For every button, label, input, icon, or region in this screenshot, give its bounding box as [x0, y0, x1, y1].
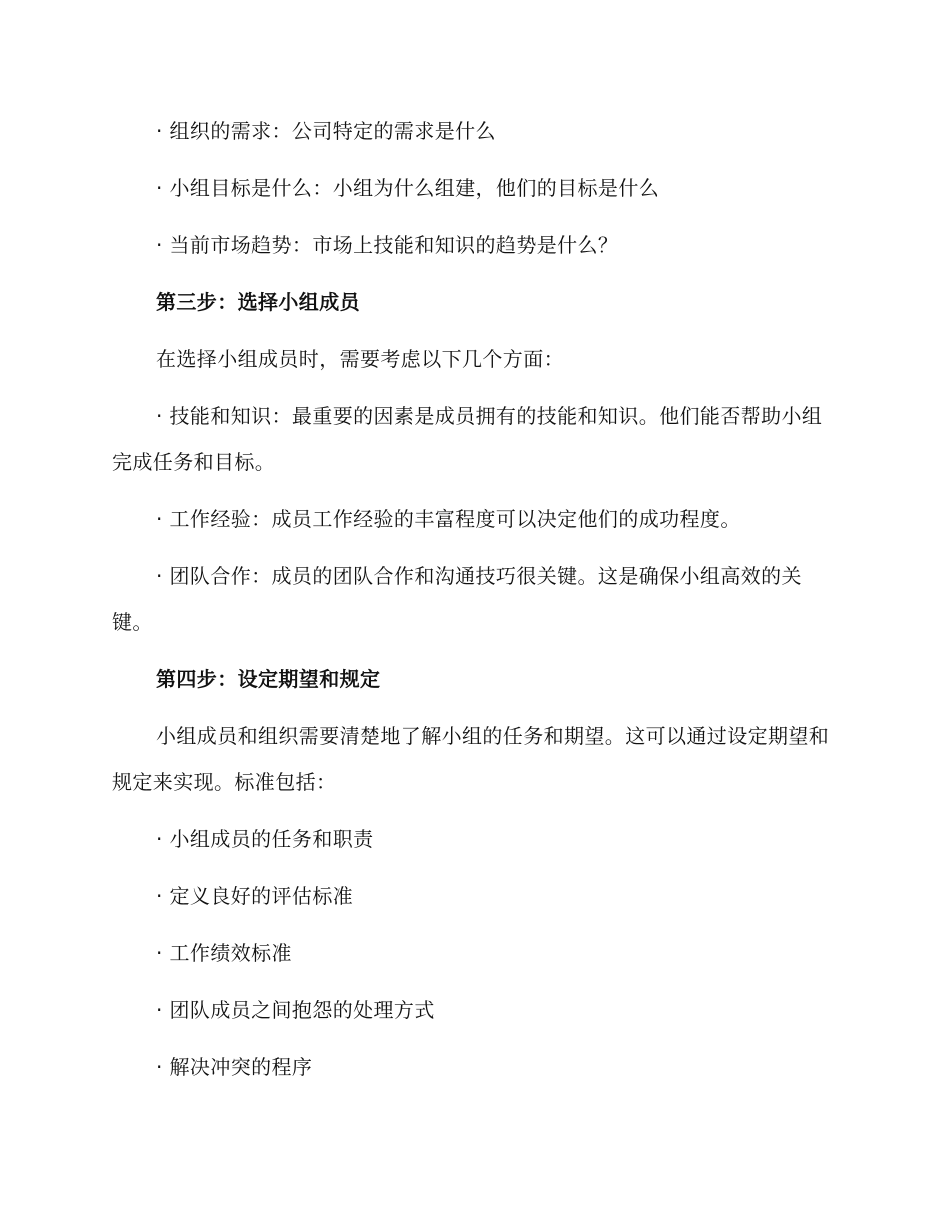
document-body: [112, 108, 832, 1101]
section-heading: 第四步：设定期望和规定: [156, 667, 381, 691]
bullet-item: · 小组目标是什么：小组为什么组建，他们的目标是什么: [156, 176, 660, 200]
paragraph: 小组成员和组织需要清楚地了解小组的任务和期望。这可以通过设定期望和规定来实现。标准包括：: [112, 724, 830, 794]
bullet-item: · 定义良好的评估标准: [156, 884, 354, 908]
bullet-item: · 当前市场趋势：市场上技能和知识的趋势是什么？: [156, 233, 619, 257]
bullet-item: · 组织的需求：公司特定的需求是什么: [156, 119, 496, 143]
section-heading: 第三步：选择小组成员: [156, 290, 360, 314]
bullet-item: · 团队成员之间抱怨的处理方式: [156, 998, 435, 1022]
bullet-item: · 技能和知识：最重要的因素是成员拥有的技能和知识。他们能否帮助小组完成任务和目标。: [112, 404, 823, 474]
bullet-item: · 工作绩效标准: [156, 941, 292, 965]
bullet-item: · 解决冲突的程序: [156, 1055, 313, 1079]
paragraph: 在选择小组成员时，需要考虑以下几个方面：: [156, 347, 564, 371]
bullet-item: · 工作经验：成员工作经验的丰富程度可以决定他们的成功程度。: [156, 507, 741, 531]
bullet-item: · 团队合作：成员的团队合作和沟通技巧很关键。这是确保小组高效的关键。: [112, 564, 802, 634]
bullet-item: · 小组成员的任务和职责: [156, 827, 374, 851]
